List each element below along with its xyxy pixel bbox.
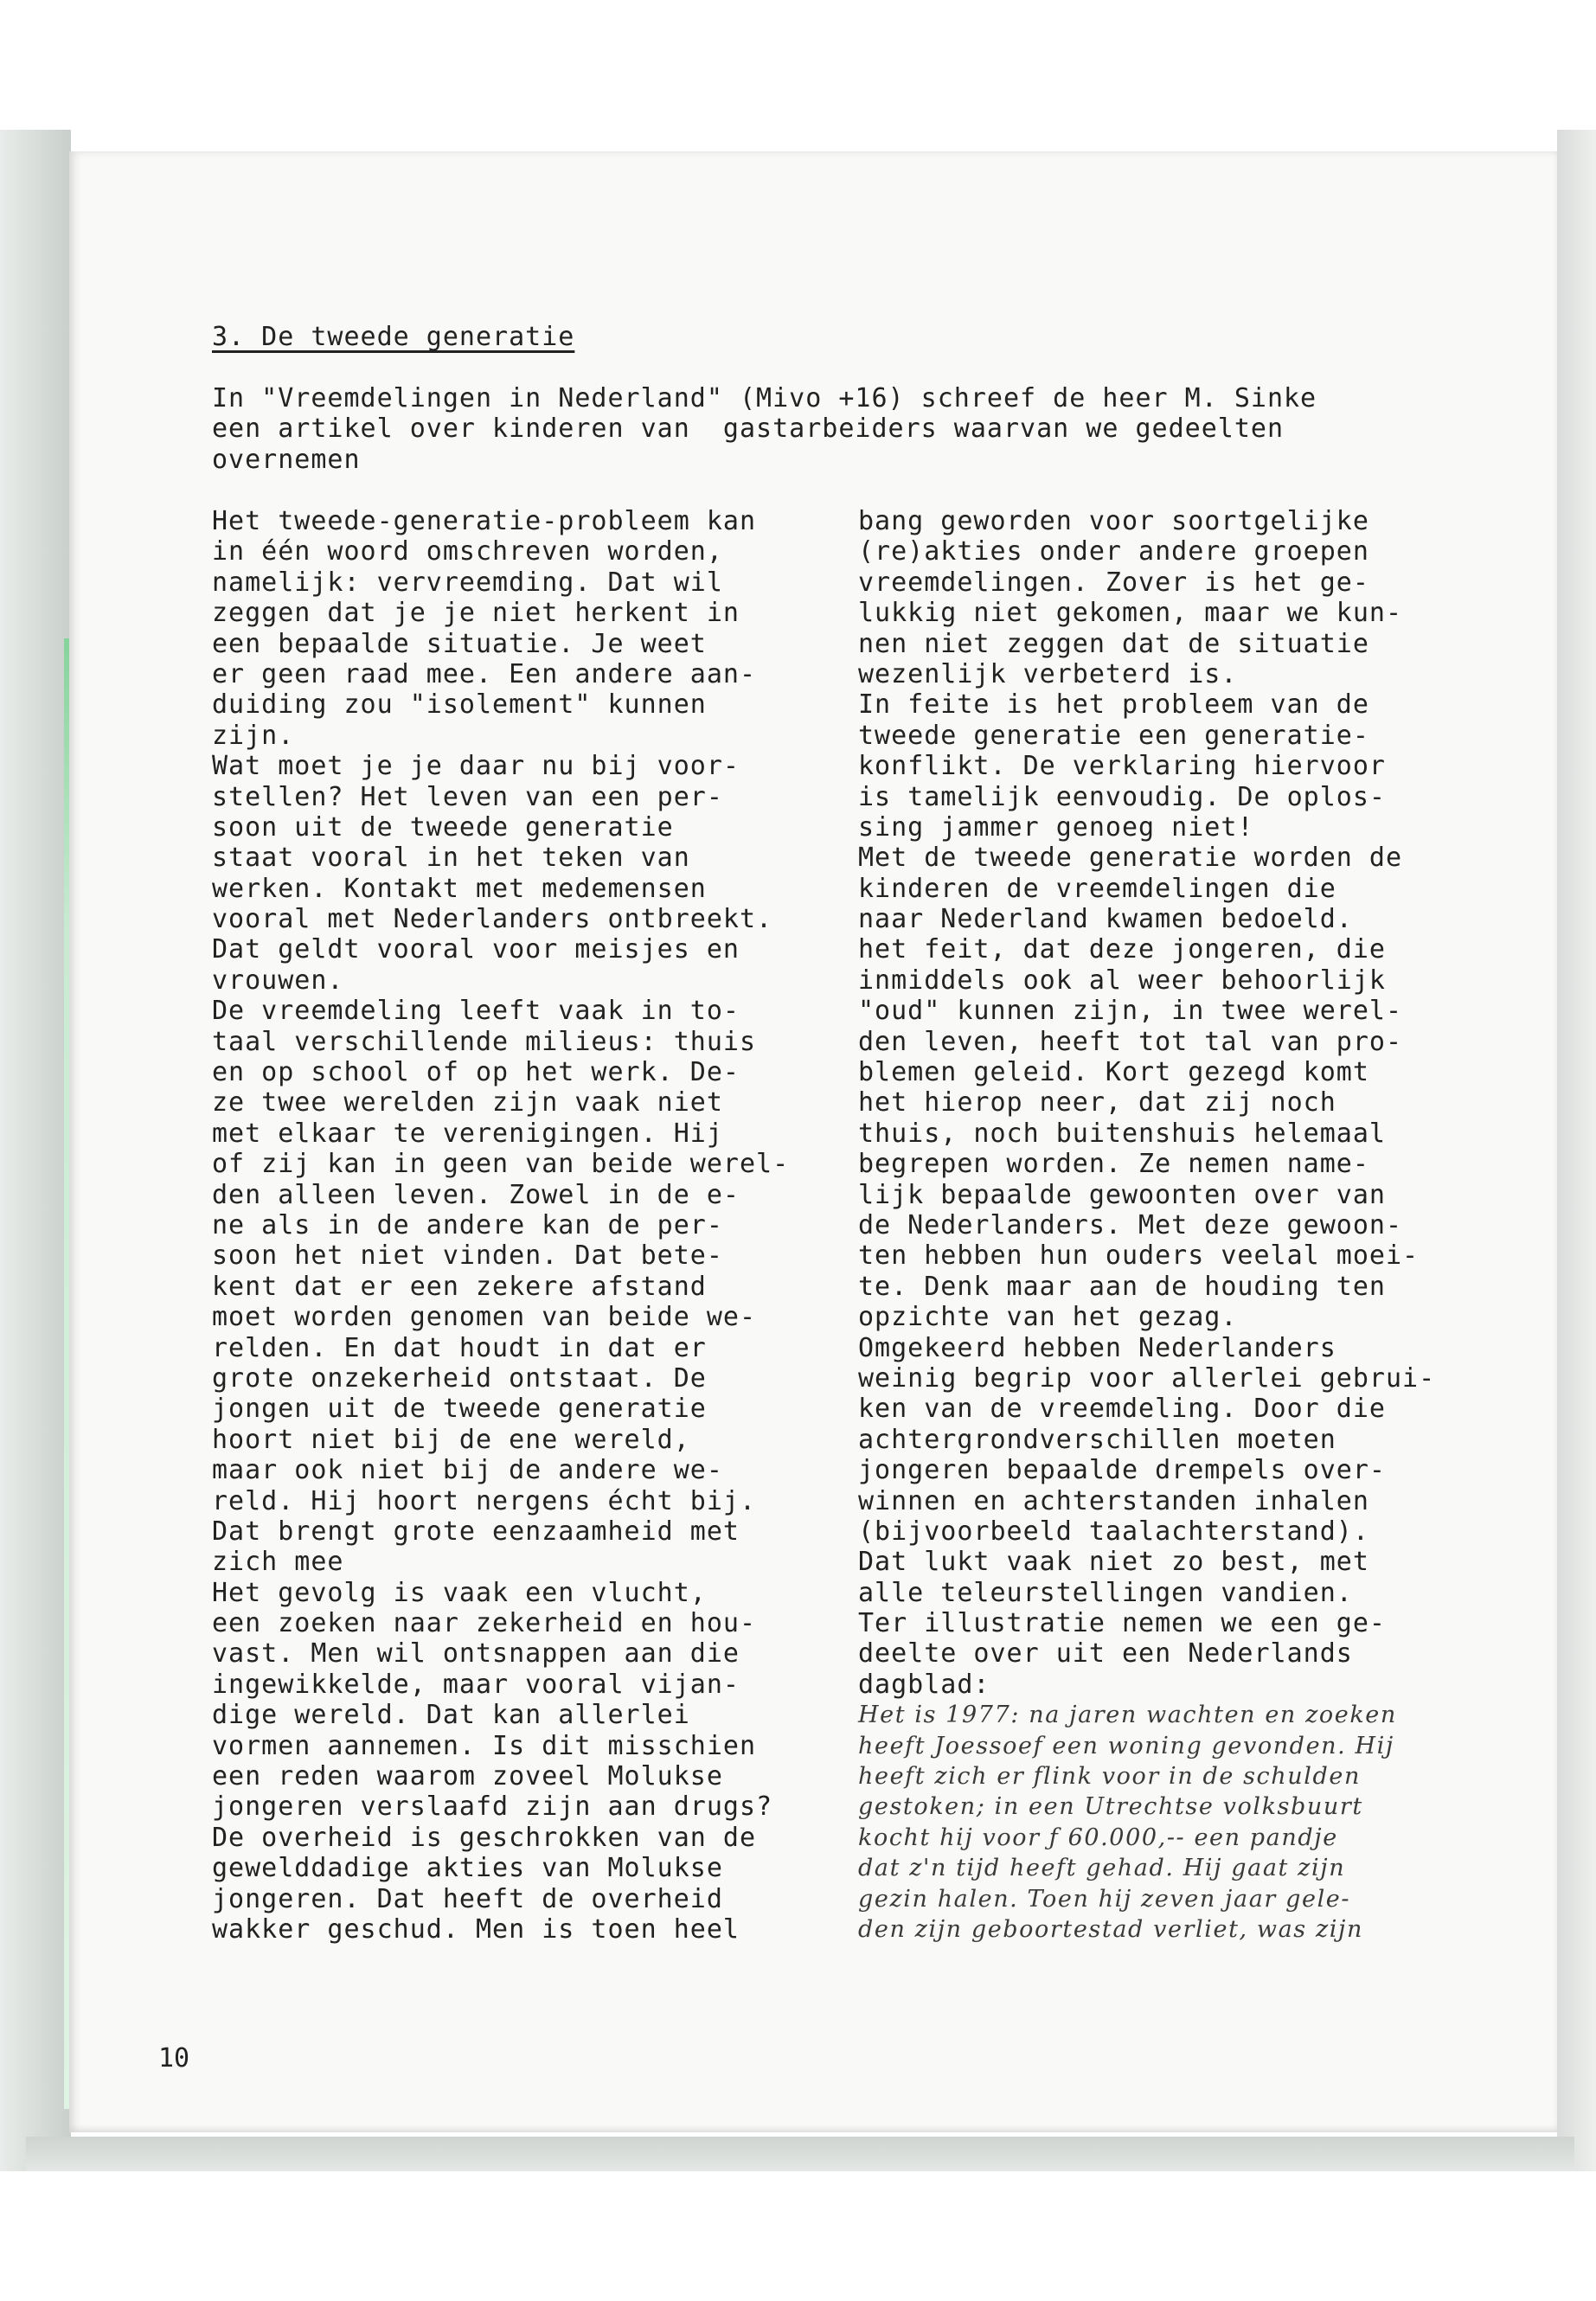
text-line: Dat lukt vaak niet zo best, met [858, 1547, 1369, 1578]
text-line: konflikt. De verklaring hiervoor [858, 751, 1386, 782]
text-line: vreemdelingen. Zover is het ge- [858, 567, 1369, 598]
text-line: ken van de vreemdeling. Door die [858, 1394, 1386, 1425]
text-line: soon het niet vinden. Dat bete- [212, 1240, 723, 1272]
intro-line: een artikel over kinderen van gastarbeiders waarvan we gedeelten [212, 413, 1284, 445]
text-line: jongeren verslaafd zijn aan drugs? [212, 1791, 773, 1823]
right-column [858, 506, 1516, 1945]
text-line: (re)akties onder andere groepen [858, 536, 1369, 567]
text-line: in één woord omschreven worden, [212, 536, 723, 567]
text-line: hoort niet bij de ene wereld, [212, 1424, 690, 1455]
text-line: is tamelijk eenvoudig. De oplos- [858, 781, 1386, 812]
text-line: ne als in de andere kan de per- [212, 1209, 723, 1240]
text-line: (bijvoorbeeld taalachterstand). [858, 1516, 1369, 1547]
text-line: den alleen leven. Zowel in de e- [212, 1179, 740, 1210]
text-line: jongeren bepaalde drempels over- [858, 1455, 1386, 1486]
text-line: het feit, dat deze jongeren, die [858, 934, 1386, 965]
quote-line: dat z'n tijd heeft gehad. Hij gaat zijn [858, 1855, 1346, 1882]
text-line: jongeren. Dat heeft de overheid [212, 1883, 723, 1914]
text-line: sing jammer genoeg niet! [858, 811, 1254, 843]
text-line: ze twee werelden zijn vaak niet [212, 1087, 723, 1118]
text-line: Het gevolg is vaak een vlucht, [212, 1577, 707, 1608]
text-line: dagblad: [858, 1669, 990, 1700]
text-line: er geen raad mee. Een andere aan- [212, 658, 757, 689]
intro-paragraph [212, 383, 1423, 475]
text-line: wezenlijk verbeterd is. [858, 658, 1238, 689]
text-line: kinderen de vreemdelingen die [858, 873, 1336, 904]
text-line: reld. Hij hoort nergens écht bij. [212, 1485, 757, 1516]
text-line: Wat moet je je daar nu bij voor- [212, 751, 740, 782]
text-line: zeggen dat je je niet herkent in [212, 598, 740, 629]
text-line: begrepen worden. Ze nemen name- [858, 1149, 1369, 1180]
text-line: grote onzekerheid ontstaat. De [212, 1362, 707, 1394]
text-line: staat vooral in het teken van [212, 843, 690, 874]
text-line: nen niet zeggen dat de situatie [858, 628, 1369, 659]
text-line: winnen en achterstanden inhalen [858, 1485, 1369, 1516]
text-line: blemen geleid. Kort gezegd komt [858, 1057, 1369, 1088]
text-line: inmiddels ook al weer behoorlijk [858, 965, 1386, 996]
text-line: thuis, noch buitenshuis helemaal [858, 1118, 1386, 1149]
text-line: een reden waarom zoveel Molukse [212, 1761, 723, 1792]
text-line: werken. Kontakt met medemensen [212, 873, 707, 904]
text-line: Dat geldt vooral voor meisjes en [212, 934, 740, 965]
text-line: Met de tweede generatie worden de [858, 843, 1403, 874]
text-line: zich mee [212, 1547, 344, 1578]
section-title: 3. De tweede generatie [212, 322, 575, 352]
text-line: ingewikkelde, maar vooral vijan- [212, 1669, 740, 1700]
text-line: wakker geschud. Men is toen heel [212, 1913, 740, 1945]
text-line: namelijk: vervreemding. Dat wil [212, 567, 723, 598]
text-line: alle teleurstellingen vandien. [858, 1577, 1353, 1608]
text-line: Omgekeerd hebben Nederlanders [858, 1332, 1336, 1363]
text-line: een zoeken naar zekerheid en hou- [212, 1608, 757, 1639]
text-line: duiding zou "isolement" kunnen [212, 689, 707, 721]
page-number: 10 [158, 2043, 190, 2073]
text-line: weinig begrip voor allerlei gebrui- [858, 1362, 1436, 1394]
quote-line: gezin halen. Toen hij zeven jaar gele- [858, 1885, 1351, 1913]
text-line: De overheid is geschrokken van de [212, 1822, 757, 1853]
text-line: Ter illustratie nemen we een ge- [858, 1608, 1386, 1639]
quote-line: heeft zich er flink voor in de schulden [858, 1763, 1361, 1791]
text-line: jongen uit de tweede generatie [212, 1394, 707, 1425]
text-line: Het tweede-generatie-probleem kan [212, 506, 757, 536]
text-line: De vreemdeling leeft vaak in to- [212, 996, 740, 1027]
left-column [212, 506, 852, 1945]
text-line: de Nederlanders. Met deze gewoon- [858, 1209, 1403, 1240]
quote-line: gestoken; in een Utrechtse volksbuurt [858, 1793, 1363, 1821]
text-line: een bepaalde situatie. Je weet [212, 628, 707, 659]
text-line: soon uit de tweede generatie [212, 811, 674, 843]
text-line: taal verschillende milieus: thuis [212, 1026, 757, 1057]
text-line: tweede generatie een generatie- [858, 720, 1369, 751]
text-line: stellen? Het leven van een per- [212, 781, 723, 812]
text-line: "oud" kunnen zijn, in twee werel- [858, 996, 1403, 1027]
text-line: of zij kan in geen van beide werel- [212, 1149, 790, 1180]
text-line: en op school of op het werk. De- [212, 1057, 740, 1088]
quote-line: Het is 1977: na jaren wachten en zoeken [858, 1702, 1397, 1729]
quote-line: den zijn geboortestad verliet, was zijn [858, 1915, 1363, 1943]
text-line: ten hebben hun ouders veelal moei- [858, 1240, 1420, 1272]
text-line: relden. En dat houdt in dat er [212, 1332, 707, 1363]
text-line: vast. Men wil ontsnappen aan die [212, 1638, 740, 1670]
text-line: Dat brengt grote eenzaamheid met [212, 1516, 740, 1547]
text-line: het hierop neer, dat zij noch [858, 1087, 1336, 1118]
text-line: lukkig niet gekomen, maar we kun- [858, 598, 1403, 629]
quote-line: heeft Joessoef een woning gevonden. Hij [858, 1732, 1394, 1759]
text-line: vormen aannemen. Is dit misschien [212, 1730, 757, 1761]
text-line: deelte over uit een Nederlands [858, 1638, 1353, 1670]
text-line: met elkaar te verenigingen. Hij [212, 1118, 723, 1149]
text-line: te. Denk maar aan de houding ten [858, 1271, 1386, 1302]
text-line: maar ook niet bij de andere we- [212, 1455, 723, 1486]
text-line: naar Nederland kwamen bedoeld. [858, 904, 1353, 935]
text-line: In feite is het probleem van de [858, 689, 1369, 721]
text-line: zijn. [212, 720, 295, 751]
text-line: gewelddadige akties van Molukse [212, 1853, 723, 1884]
intro-line: In "Vreemdelingen in Nederland" (Mivo +16) schreef de heer M. Sinke [212, 383, 1317, 413]
text-line: den leven, heeft tot tal van pro- [858, 1026, 1403, 1057]
text-line: dige wereld. Dat kan allerlei [212, 1700, 690, 1731]
text-line: moet worden genomen van beide we- [212, 1302, 757, 1333]
text-line: lijk bepaalde gewoonten over van [858, 1179, 1386, 1210]
text-line: bang geworden voor soortgelijke [858, 506, 1369, 536]
text-line: opzichte van het gezag. [858, 1302, 1238, 1333]
text-line: vooral met Nederlanders ontbreekt. [212, 904, 773, 935]
text-line: achtergrondverschillen moeten [858, 1424, 1336, 1455]
quote-line: kocht hij voor ƒ 60.000,-- een pandje [858, 1823, 1338, 1851]
intro-line: overnemen [212, 444, 361, 475]
text-line: vrouwen. [212, 965, 344, 996]
text-line: kent dat er een zekere afstand [212, 1271, 707, 1302]
